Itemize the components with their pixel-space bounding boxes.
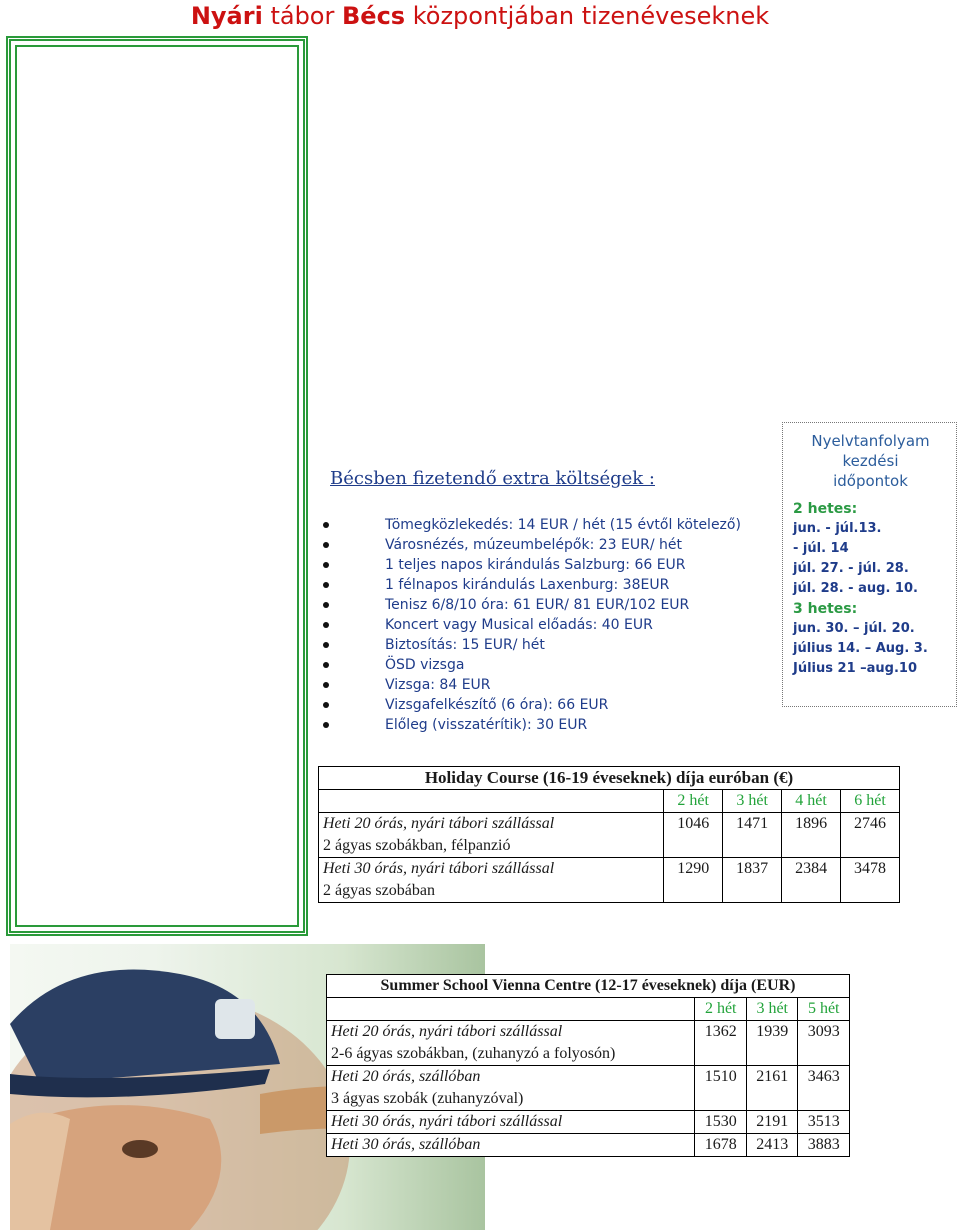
dates-heading-line1: Nyelvtanfolyam xyxy=(811,432,930,450)
list-item: Tömegközlekedés: 14 EUR / hét (15 évtől kötelező) xyxy=(320,515,770,535)
list-item: Tenisz 6/8/10 óra: 61 EUR/ 81 EUR/102 EUR xyxy=(320,595,770,615)
price-cell: 3478 xyxy=(841,858,900,903)
table-row xyxy=(327,1066,850,1111)
list-item: Vizsga: 84 EUR xyxy=(320,675,770,695)
date-item: Július 21 –aug.10 xyxy=(793,661,918,676)
list-item: Koncert vagy Musical előadás: 40 EUR xyxy=(320,615,770,635)
row-sublabel: 2 ágyas szobában xyxy=(323,882,435,899)
list-item: Vizsgafelkészítő (6 óra): 66 EUR xyxy=(320,695,770,715)
price-cell: 1837 xyxy=(723,858,782,903)
table-row xyxy=(319,813,900,858)
bullet-icon xyxy=(323,622,329,628)
table-row xyxy=(327,1134,850,1157)
bullet-icon xyxy=(323,722,329,728)
list-item: Biztosítás: 15 EUR/ hét xyxy=(320,635,770,655)
row-sublabel: 3 ágyas szobák (zuhanyzóval) xyxy=(331,1090,524,1107)
course-start-dates-box xyxy=(782,422,957,707)
bullet-icon xyxy=(323,522,329,528)
price-cell: 1896 xyxy=(782,813,841,858)
empty-header-cell xyxy=(327,998,695,1021)
summer-table-title: Summer School Vienna Centre (12-17 éveseknek) díja (EUR) xyxy=(327,975,850,998)
bullet-icon xyxy=(323,582,329,588)
bullet-icon xyxy=(323,682,329,688)
holiday-table-title: Holiday Course (16-19 éveseknek) díja euróban (€) xyxy=(319,767,900,790)
week-header: 4 hét xyxy=(782,790,841,813)
price-cell: 2191 xyxy=(746,1111,797,1134)
title-part-rest: központjában tizenéveseknek xyxy=(405,2,770,30)
price-cell: 3513 xyxy=(798,1111,850,1134)
date-item: júl. 28. - aug. 10. xyxy=(793,581,918,596)
row-label: Heti 20 órás, szállóban xyxy=(331,1068,481,1085)
price-cell: 3463 xyxy=(798,1066,850,1111)
bullet-icon xyxy=(323,662,329,668)
summer-school-price-table xyxy=(326,974,850,1157)
bullet-icon xyxy=(323,642,329,648)
price-cell: 1530 xyxy=(695,1111,746,1134)
row-label: Heti 20 órás, nyári tábori szállással xyxy=(323,815,555,832)
dates-heading-line3: időpontok xyxy=(833,472,908,490)
price-cell: 3883 xyxy=(798,1134,850,1157)
price-cell: 1510 xyxy=(695,1066,746,1111)
two-weeks-label: 2 hetes: xyxy=(793,501,858,517)
bullet-icon xyxy=(323,542,329,548)
decorative-green-frame xyxy=(6,36,308,936)
table-row xyxy=(319,858,900,903)
date-item: jun. 30. – júl. 20. xyxy=(793,621,915,636)
price-cell: 1678 xyxy=(695,1134,746,1157)
list-item: 1 félnapos kirándulás Laxenburg: 38EUR xyxy=(320,575,770,595)
price-cell: 1046 xyxy=(664,813,723,858)
price-cell: 1939 xyxy=(746,1021,797,1066)
dates-heading-line2: kezdési xyxy=(842,452,899,470)
price-cell: 1290 xyxy=(664,858,723,903)
date-item: júl. 27. - júl. 28. xyxy=(793,561,909,576)
week-header: 5 hét xyxy=(798,998,850,1021)
title-part-nyari: Nyári xyxy=(190,2,263,30)
page-title xyxy=(0,2,960,30)
three-weeks-label: 3 hetes: xyxy=(793,601,858,617)
table-row xyxy=(327,1111,850,1134)
row-label: Heti 30 órás, szállóban xyxy=(331,1136,481,1153)
price-cell: 2413 xyxy=(746,1134,797,1157)
holiday-course-price-table xyxy=(318,766,900,903)
bullet-icon xyxy=(323,602,329,608)
bullet-icon xyxy=(323,562,329,568)
date-item: - júl. 14 xyxy=(793,541,849,556)
bullet-icon xyxy=(323,702,329,708)
price-cell: 1362 xyxy=(695,1021,746,1066)
extras-list xyxy=(320,515,770,735)
price-cell: 1471 xyxy=(723,813,782,858)
week-header: 2 hét xyxy=(664,790,723,813)
list-item: ÖSD vizsga xyxy=(320,655,770,675)
row-sublabel: 2-6 ágyas szobákban, (zuhanyzó a folyosón) xyxy=(331,1045,616,1062)
price-cell: 3093 xyxy=(798,1021,850,1066)
price-cell: 2161 xyxy=(746,1066,797,1111)
week-header: 3 hét xyxy=(723,790,782,813)
row-label: Heti 20 órás, nyári tábori szállással xyxy=(331,1023,563,1040)
week-header: 6 hét xyxy=(841,790,900,813)
price-cell: 2384 xyxy=(782,858,841,903)
table-row xyxy=(327,1021,850,1066)
week-header: 2 hét xyxy=(695,998,746,1021)
title-part-tabor: tábor xyxy=(262,2,342,30)
title-part-becs: Bécs xyxy=(342,2,406,30)
row-sublabel: 2 ágyas szobákban, félpanzió xyxy=(323,837,511,854)
date-item: július 14. – Aug. 3. xyxy=(793,641,928,656)
empty-header-cell xyxy=(319,790,664,813)
extras-heading: Bécsben fizetendő extra költségek : xyxy=(330,468,655,489)
row-label: Heti 30 órás, nyári tábori szállással xyxy=(323,860,555,877)
week-header: 3 hét xyxy=(746,998,797,1021)
price-cell: 2746 xyxy=(841,813,900,858)
row-label: Heti 30 órás, nyári tábori szállással xyxy=(331,1113,563,1130)
list-item: 1 teljes napos kirándulás Salzburg: 66 EUR xyxy=(320,555,770,575)
list-item: Városnézés, múzeumbelépők: 23 EUR/ hét xyxy=(320,535,770,555)
list-item: Előleg (visszatérítik): 30 EUR xyxy=(320,715,770,735)
date-item: jun. - júl.13. xyxy=(793,521,882,536)
